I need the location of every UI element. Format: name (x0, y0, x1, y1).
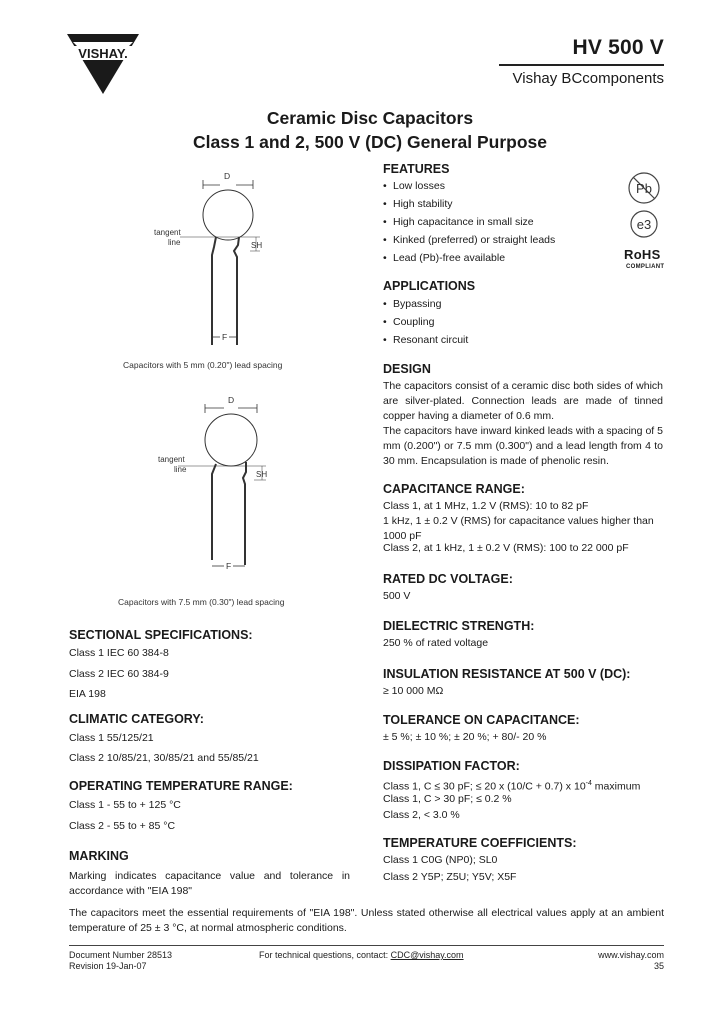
dim-sh-label-2: SH (256, 470, 268, 479)
dissipation-heading: DISSIPATION FACTOR: (383, 759, 520, 773)
product-subtitle: Vishay BCcomponents (512, 70, 664, 87)
figure-caption-5mm: Capacitors with 5 mm (0.20") lead spacing (123, 360, 283, 370)
tangent-label: tangent (154, 228, 181, 237)
contact-prefix: For technical questions, contact: (259, 950, 391, 960)
capacitance-range-line-3: Class 2, at 1 kHz, 1 ± 0.2 V (RMS): 100 to 22 000 pF (383, 542, 629, 554)
temp-coeff-heading: TEMPERATURE COEFFICIENTS: (383, 836, 577, 850)
website-link[interactable]: www.vishay.com (598, 950, 664, 960)
e3-icon (627, 207, 661, 241)
document-number: Document Number 28513 (69, 950, 173, 960)
page-title-line2: Class 1 and 2, 500 V (DC) General Purpose (192, 132, 548, 152)
marking-heading: MARKING (69, 849, 129, 863)
temp-coeff-line-2: Class 2 Y5P; Z5U; Y5V; X5F (383, 871, 517, 883)
footer-rule (69, 945, 664, 946)
lead-free-pb-icon (624, 170, 664, 208)
list-item: • Resonant circuit (383, 331, 613, 349)
capacitor-figure-5mm (150, 165, 280, 355)
dissipation-line-2: Class 1, C > 30 pF; ≤ 0.2 % (383, 793, 512, 805)
design-heading: DESIGN (383, 362, 431, 376)
general-note: The capacitors meet the essential requirements of "EIA 198". Unless stated otherwise all electrical values apply at an ambient temperature of 25 ± 3 °C, at normal atmospheric conditions. (69, 907, 664, 934)
dim-sh-label: SH (251, 241, 263, 250)
list-item: • High capacitance in small size (383, 213, 613, 231)
product-name: HV 500 V (572, 36, 664, 59)
tangent-label-2: tangent (158, 455, 185, 464)
capacitance-range-line-1: Class 1, at 1 MHz, 1.2 V (RMS): 10 to 82 pF (383, 500, 589, 512)
tangent-line-label: line (168, 238, 181, 247)
figure-caption-7-5mm: Capacitors with 7.5 mm (0.30") lead spacing (118, 597, 285, 607)
dim-f-label-2: F (226, 561, 232, 571)
tolerance-value: ± 5 %; ± 10 %; ± 20 %; + 80/- 20 % (383, 731, 547, 743)
insulation-value: ≥ 10 000 MΩ (383, 685, 444, 697)
features-heading: FEATURES (383, 162, 450, 176)
header-rule (499, 64, 664, 66)
sectional-line-3: EIA 198 (69, 688, 106, 700)
design-paragraph-1: The capacitors consist of a ceramic disc both sides of which are silver-plated. Connection leads are made of tinned copper having a diameter of 0.6 mm. (383, 380, 663, 422)
sectional-heading: SECTIONAL SPECIFICATIONS: (69, 628, 253, 642)
pb-text: Pb (636, 181, 652, 196)
dissipation-line-1-end: maximum (591, 780, 641, 793)
contact-email-link[interactable]: CDC@vishay.com (390, 950, 464, 960)
page-number: 35 (653, 961, 664, 971)
climatic-line-1: Class 1 55/125/21 (69, 732, 154, 744)
list-item: • Lead (Pb)-free available (383, 249, 613, 267)
dissipation-line-1-text: Class 1, C ≤ 30 pF; ≤ 20 x (10/C + 0.7) x 10 (383, 780, 586, 793)
e3-text: e3 (636, 217, 652, 232)
tangent-line-label-2: line (174, 465, 187, 474)
dim-d-label-2: D (228, 395, 235, 405)
sectional-line-1: Class 1 IEC 60 384-8 (69, 647, 169, 659)
operating-temp-heading: OPERATING TEMPERATURE RANGE: (69, 779, 293, 793)
climatic-heading: CLIMATIC CATEGORY: (69, 712, 204, 726)
list-item: • High stability (383, 195, 613, 213)
applications-list (383, 295, 613, 349)
capacitance-range-heading: CAPACITANCE RANGE: (383, 482, 525, 496)
temp-coeff-line-1: Class 1 C0G (NP0); SL0 (383, 854, 498, 866)
list-item: • Low losses (383, 177, 613, 195)
dielectric-heading: DIELECTRIC STRENGTH: (383, 619, 535, 633)
list-item: • Coupling (383, 313, 613, 331)
dissipation-line-3: Class 2, < 3.0 % (383, 809, 460, 821)
list-item: • Bypassing (383, 295, 613, 313)
vishay-logo (67, 28, 139, 100)
dim-d-label: D (224, 171, 231, 181)
vishay-logo-mark (67, 28, 139, 100)
capacitance-range-line-2: 1 kHz, 1 ± 0.2 V (RMS) for capacitance values higher than 1000 pF (383, 515, 654, 542)
sectional-line-2: Class 2 IEC 60 384-9 (69, 668, 169, 680)
design-paragraph-2: The capacitors have inward kinked leads with a spacing of 5 mm (0.200") or 7.5 mm (0.300") and a lead length from 4 to 30 mm. Encapsulation is made of phenolic resin. (383, 425, 663, 467)
capacitor-figure-7-5mm (150, 390, 280, 580)
technical-contact (259, 950, 464, 961)
dissipation-exponent: -4 (585, 780, 592, 787)
rated-voltage-heading: RATED DC VOLTAGE: (383, 572, 513, 586)
logo-text: VISHAY. (78, 46, 128, 61)
features-list (383, 177, 613, 267)
operating-temp-line-1: Class 1 - 55 to + 125 °C (69, 799, 181, 811)
dim-f-label: F (222, 332, 228, 342)
revision: Revision 19-Jan-07 (69, 961, 147, 971)
rohs-compliant-label: COMPLIANT (626, 264, 665, 270)
list-item: • Kinked (preferred) or straight leads (383, 231, 613, 249)
dielectric-value: 250 % of rated voltage (383, 637, 489, 649)
operating-temp-line-2: Class 2 - 55 to + 85 °C (69, 820, 176, 832)
climatic-line-2: Class 2 10/85/21, 30/85/21 and 55/85/21 (69, 752, 259, 764)
insulation-heading: INSULATION RESISTANCE AT 500 V (DC): (383, 667, 631, 681)
marking-text: Marking indicates capacitance value and tolerance in accordance with "EIA 198" (69, 870, 350, 897)
tolerance-heading: TOLERANCE ON CAPACITANCE: (383, 713, 580, 727)
page-title: Ceramic Disc Capacitors (266, 108, 474, 128)
rated-voltage-value: 500 V (383, 590, 411, 602)
applications-heading: APPLICATIONS (383, 279, 476, 293)
rohs-label: RoHS (624, 247, 661, 262)
